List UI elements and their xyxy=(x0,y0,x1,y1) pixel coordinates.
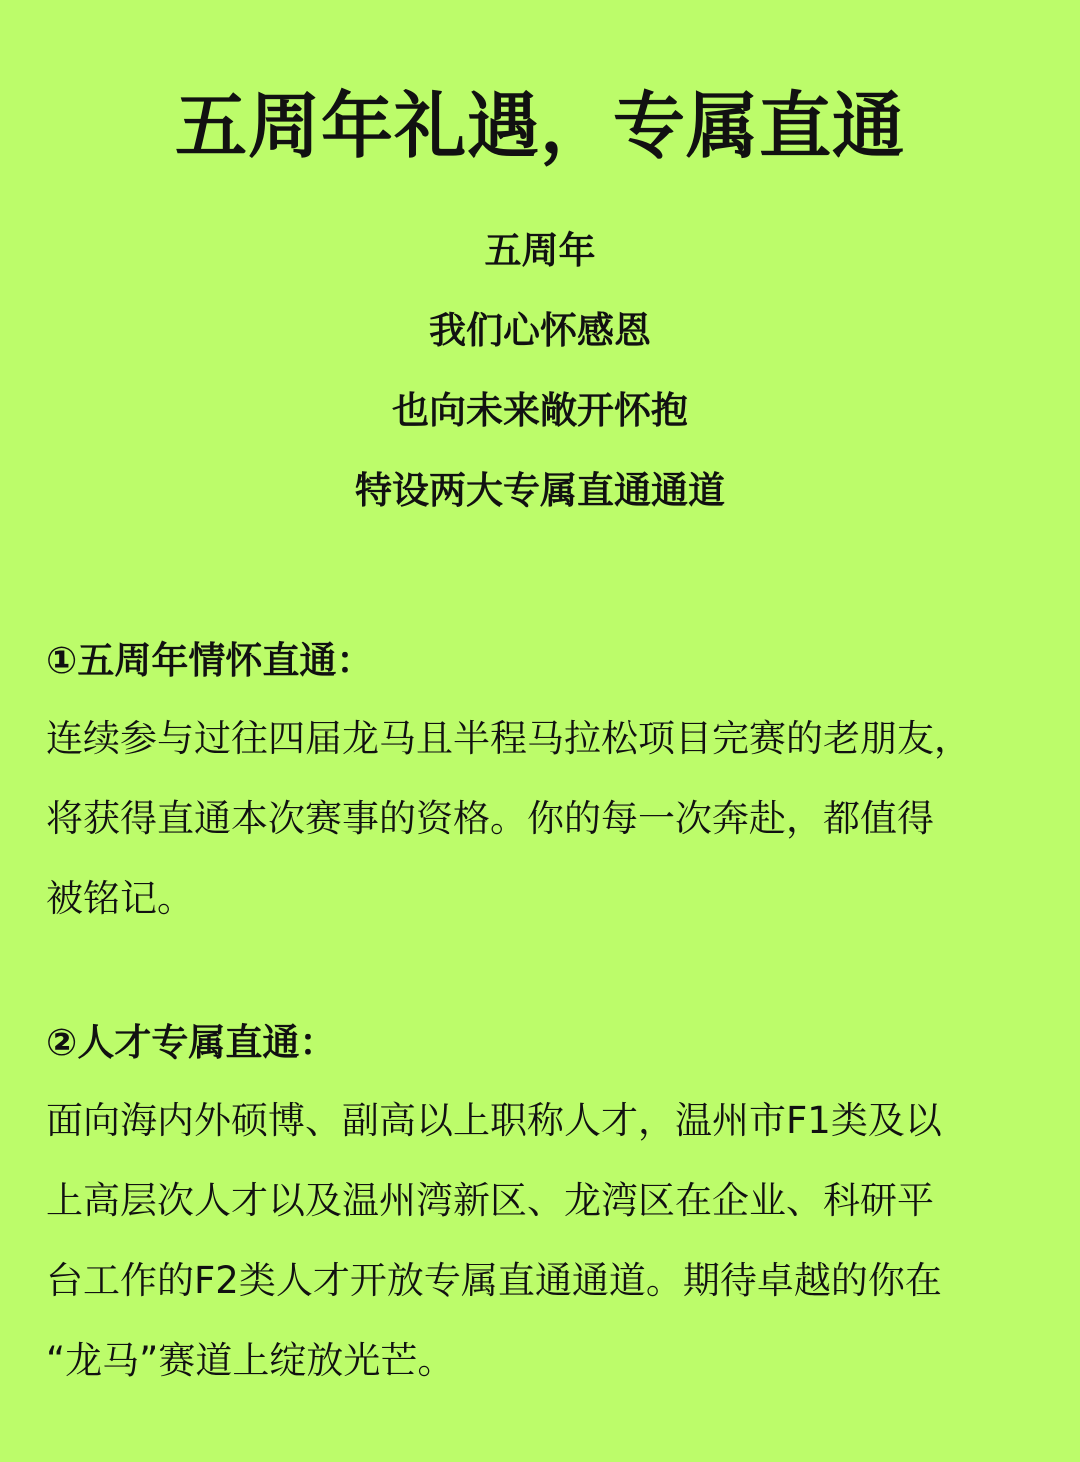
section-body xyxy=(46,1081,1036,1401)
page-title: 五周年礼遇，专属直通 xyxy=(174,84,905,168)
body-line: 连续参与过往四届龙马且半程马拉松项目完赛的老朋友， xyxy=(46,717,971,760)
intro-line: 我们心怀感恩 xyxy=(429,309,651,352)
intro-block xyxy=(0,222,1080,542)
intro-line: 五周年 xyxy=(484,229,596,272)
body-line: 被铭记。 xyxy=(46,877,194,920)
body-line: “龙马”赛道上绽放光芒。 xyxy=(46,1339,455,1382)
body-line: 台工作的F2类人才开放专属直通通道。期待卓越的你在 xyxy=(46,1259,942,1302)
body-line: 上高层次人才以及温州湾新区、龙湾区在企业、科研平 xyxy=(46,1179,934,1222)
body-line: 将获得直通本次赛事的资格。你的每一次奔赴，都值得 xyxy=(46,797,934,840)
section-heading: ①五周年情怀直通： xyxy=(46,639,374,682)
intro-line: 也向未来敞开怀抱 xyxy=(392,389,688,432)
section-anniversary-direct xyxy=(46,633,1036,939)
body-line: 面向海内外硕博、副高以上职称人才，温州市F1类及以 xyxy=(46,1099,942,1142)
section-heading: ②人才专属直通： xyxy=(46,1021,337,1064)
section-body xyxy=(46,699,1036,939)
section-talent-direct xyxy=(46,1015,1036,1401)
intro-line: 特设两大专属直通通道 xyxy=(355,469,725,512)
